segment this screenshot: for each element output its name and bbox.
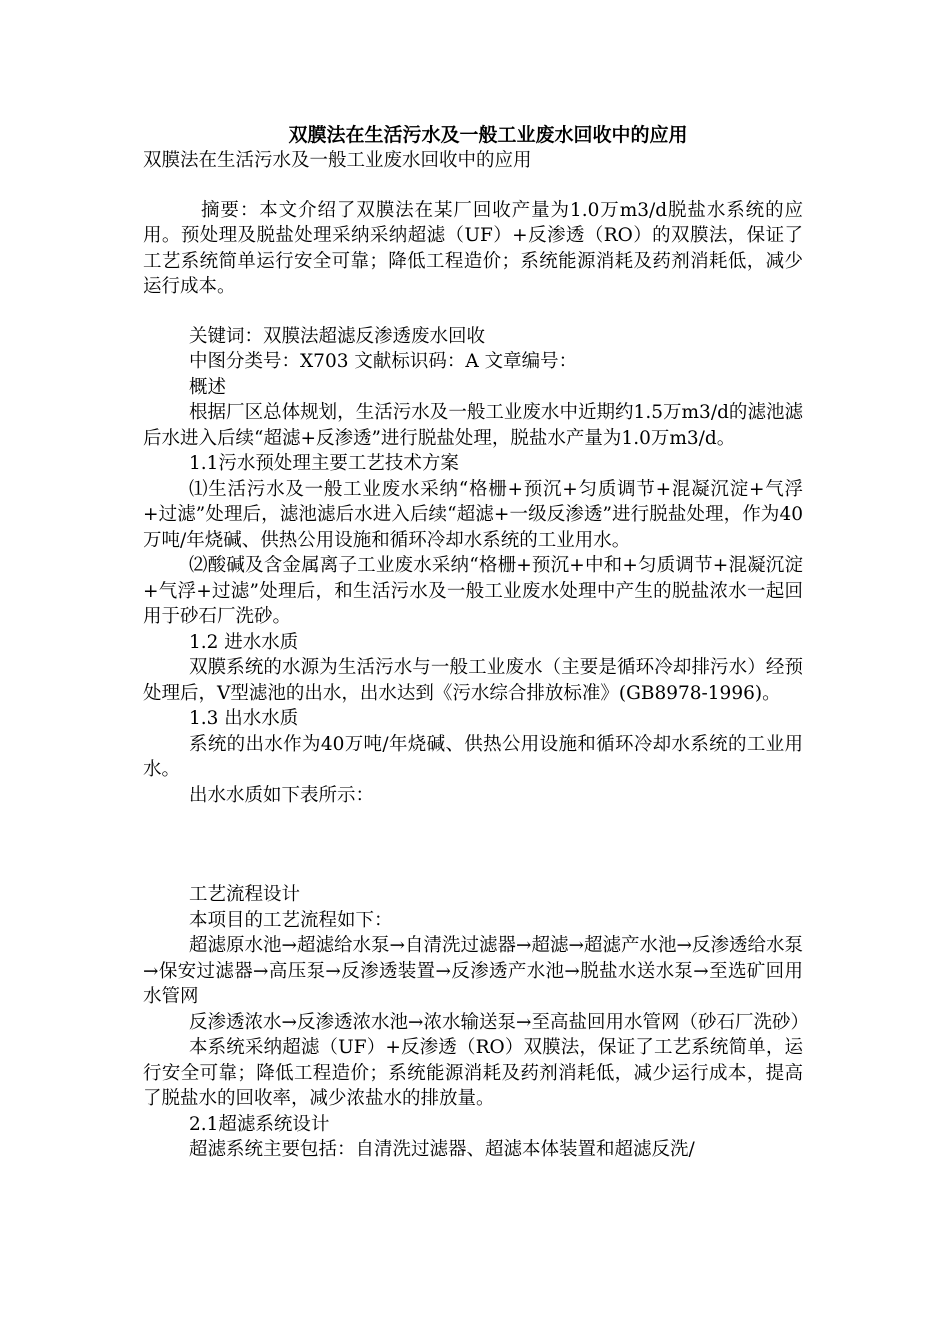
document-page bbox=[143, 122, 810, 1163]
process-flow-line: 超滤原水池→超滤给水泵→自清洗过滤器→超滤→超滤产水池→反渗透给水泵→保安过滤器→高压泵→反渗透装置→反渗透产水池→脱盐水送水泵→至选矿回用水管网 bbox=[143, 935, 804, 1007]
abstract-paragraph: 摘要：本文介绍了双膜法在某厂回收产量为1.0万m3/d脱盐水系统的应用。预处理及脱盐处理采纳采纳超滤（UF）+反渗透（RO）的双膜法，保证了工艺系统简单运行安全可靠；降低工程造价；系统能源消耗及药剂消耗低，减少运行成本。 bbox=[143, 199, 803, 297]
section-heading: 1.1污水预处理主要工艺技术方案 bbox=[189, 453, 459, 474]
document-subtitle: 双膜法在生活污水及一般工业废水回收中的应用 bbox=[143, 150, 532, 171]
section-heading: 1.2 进水水质 bbox=[189, 631, 299, 653]
spacer bbox=[143, 808, 803, 882]
section-heading-process: 工艺流程设计 bbox=[189, 884, 301, 905]
paragraph: 系统的出水作为40万吨/年烧碱、供热公用设施和循环冷却水系统的工业用水。 bbox=[143, 733, 803, 780]
paragraph: 超滤系统主要包括：自清洗过滤器、超滤本体装置和超滤反洗/ bbox=[189, 1139, 695, 1160]
process-flow-line: 反渗透浓水→反渗透浓水池→浓水输送泵→至高盐回用水管网（砂石厂洗砂） bbox=[189, 1011, 810, 1033]
section-heading-overview: 概述 bbox=[189, 376, 227, 398]
keywords-line: 关键词：双膜法超滤反渗透废水回收 bbox=[189, 325, 486, 347]
paragraph: 本项目的工艺流程如下： bbox=[189, 909, 393, 931]
classification-line: 中图分类号：X703 文献标识码：A 文章编号： bbox=[189, 351, 578, 372]
section-heading: 2.1超滤系统设计 bbox=[189, 1113, 330, 1135]
paragraph: ⑵酸碱及含金属离子工业废水采纳“格栅+预沉+中和+匀质调节+混凝沉淀+气浮+过滤”处理后，和生活污水及一般工业废水处理中产生的脱盐浓水一起回用于砂石厂洗砂。 bbox=[143, 555, 803, 627]
paragraph: 本系统采纳超滤（UF）+反渗透（RO）双膜法，保证了工艺系统简单，运行安全可靠；降低工程造价；系统能源消耗及药剂消耗低，减少运行成本，提高了脱盐水的回收率，减少浓盐水的排放量。 bbox=[143, 1037, 803, 1109]
paragraph: 双膜系统的水源为生活污水与一般工业废水（主要是循环冷却排污水）经预处理后，V型滤池的出水，出水达到《污水综合排放标准》(GB8978-1996)。 bbox=[143, 657, 803, 704]
spacer bbox=[143, 174, 803, 198]
document-title: 双膜法在生活污水及一般工业废水回收中的应用 bbox=[288, 124, 688, 146]
spacer bbox=[143, 300, 803, 324]
section-heading: 1.3 出水水质 bbox=[189, 708, 299, 729]
paragraph: 出水水质如下表所示： bbox=[189, 784, 375, 806]
paragraph: 根据厂区总体规划，生活污水及一般工业废水中近期约1.5万m3/d的滤池滤后水进入后续“超滤+反渗透”进行脱盐处理，脱盐水产量为1.0万m3/d。 bbox=[143, 402, 803, 449]
paragraph: ⑴生活污水及一般工业废水采纳“格栅+预沉+匀质调节+混凝沉淀+气浮+过滤”处理后，滤池滤后水进入后续“超滤+一级反渗透”进行脱盐处理，作为40万吨/年烧碱、供热公用设施和循环冷却水系统的工业用水。 bbox=[143, 478, 803, 551]
